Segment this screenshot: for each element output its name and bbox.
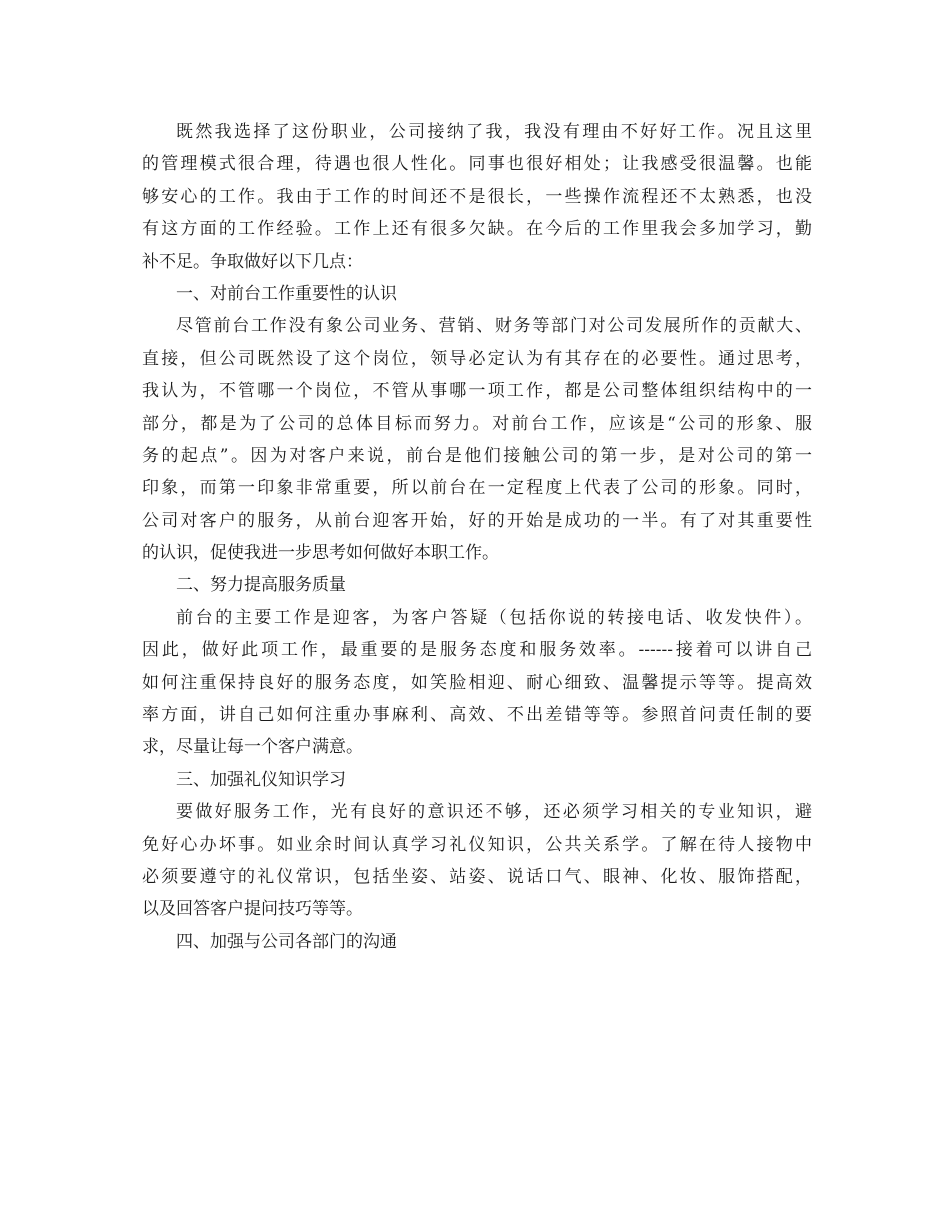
heading-text: 三、加强礼仪知识学习	[176, 769, 346, 790]
text-line: 前台的主要工作是迎客，为客户答疑（包括你说的转接电话、收发快件）。	[176, 607, 812, 628]
text-line: 如何注重保持良好的服务态度，如笑脸相迎、耐心细致、温馨提示等等。提高效	[142, 672, 812, 693]
text-line: 够安心的工作。我由于工作的时间还不是很长，一些操作流程还不太熟悉，也没	[142, 186, 812, 207]
section-heading-1	[142, 278, 812, 310]
text-line: 部分，都是为了公司的总体目标而努力。对前台工作，应该是“公司的形象、服	[142, 413, 812, 434]
section-heading-4	[142, 926, 812, 958]
heading-text: 四、加强与公司各部门的沟通	[176, 931, 397, 952]
text-line: 以及回答客户提问技巧等等。	[142, 899, 363, 920]
paragraph-section-2	[142, 602, 812, 764]
text-line: 尽管前台工作没有象公司业务、营销、财务等部门对公司发展所作的贡献大、	[176, 316, 812, 337]
section-heading-3	[142, 764, 812, 796]
text-line: 的管理模式很合理，待遇也很人性化。同事也很好相处；让我感受很温馨。也能	[142, 154, 812, 175]
paragraph-section-1	[142, 310, 812, 569]
text-line: 的认识，促使我进一步思考如何做好本职工作。	[142, 543, 499, 564]
text-line: 我认为，不管哪一个岗位，不管从事哪一项工作，都是公司整体组织结构中的一	[142, 381, 812, 402]
text-line: 必须要遵守的礼仪常识，包括坐姿、站姿、说话口气、眼神、化妆、服饰搭配，	[142, 866, 812, 887]
paragraph-intro	[142, 116, 812, 278]
text-line: 求，尽量让每一个客户满意。	[142, 737, 363, 758]
text-line: 公司对客户的服务，从前台迎客开始，好的开始是成功的一半。有了对其重要性	[142, 510, 812, 531]
text-line: 印象，而第一印象非常重要，所以前台在一定程度上代表了公司的形象。同时，	[142, 478, 812, 499]
text-line: 补不足。争取做好以下几点：	[142, 251, 363, 272]
text-line: 率方面，讲自己如何注重办事麻利、高效、不出差错等等。参照首问责任制的要	[142, 705, 812, 726]
section-heading-2	[142, 569, 812, 601]
text-line: 既然我选择了这份职业，公司接纳了我，我没有理由不好好工作。况且这里	[176, 122, 812, 142]
text-line: 要做好服务工作，光有良好的意识还不够，还必须学习相关的专业知识，避	[176, 802, 812, 823]
text-line: 直接，但公司既然设了这个岗位，领导必定认为有其存在的必要性。通过思考，	[142, 348, 812, 369]
text-line: 有这方面的工作经验。工作上还有很多欠缺。在今后的工作里我会多加学习，勤	[142, 219, 812, 240]
text-line: 因此，做好此项工作，最重要的是服务态度和服务效率。------接着可以讲自己	[142, 640, 812, 661]
paragraph-section-3	[142, 796, 812, 926]
heading-text: 二、努力提高服务质量	[176, 575, 346, 596]
text-line: 务的起点”。因为对客户来说，前台是他们接触公司的第一步，是对公司的第一	[142, 445, 812, 466]
heading-text: 一、对前台工作重要性的认识	[176, 283, 397, 304]
text-line: 免好心办坏事。如业余时间认真学习礼仪知识，公共关系学。了解在待人接物中	[142, 834, 812, 855]
document-page	[142, 116, 812, 958]
